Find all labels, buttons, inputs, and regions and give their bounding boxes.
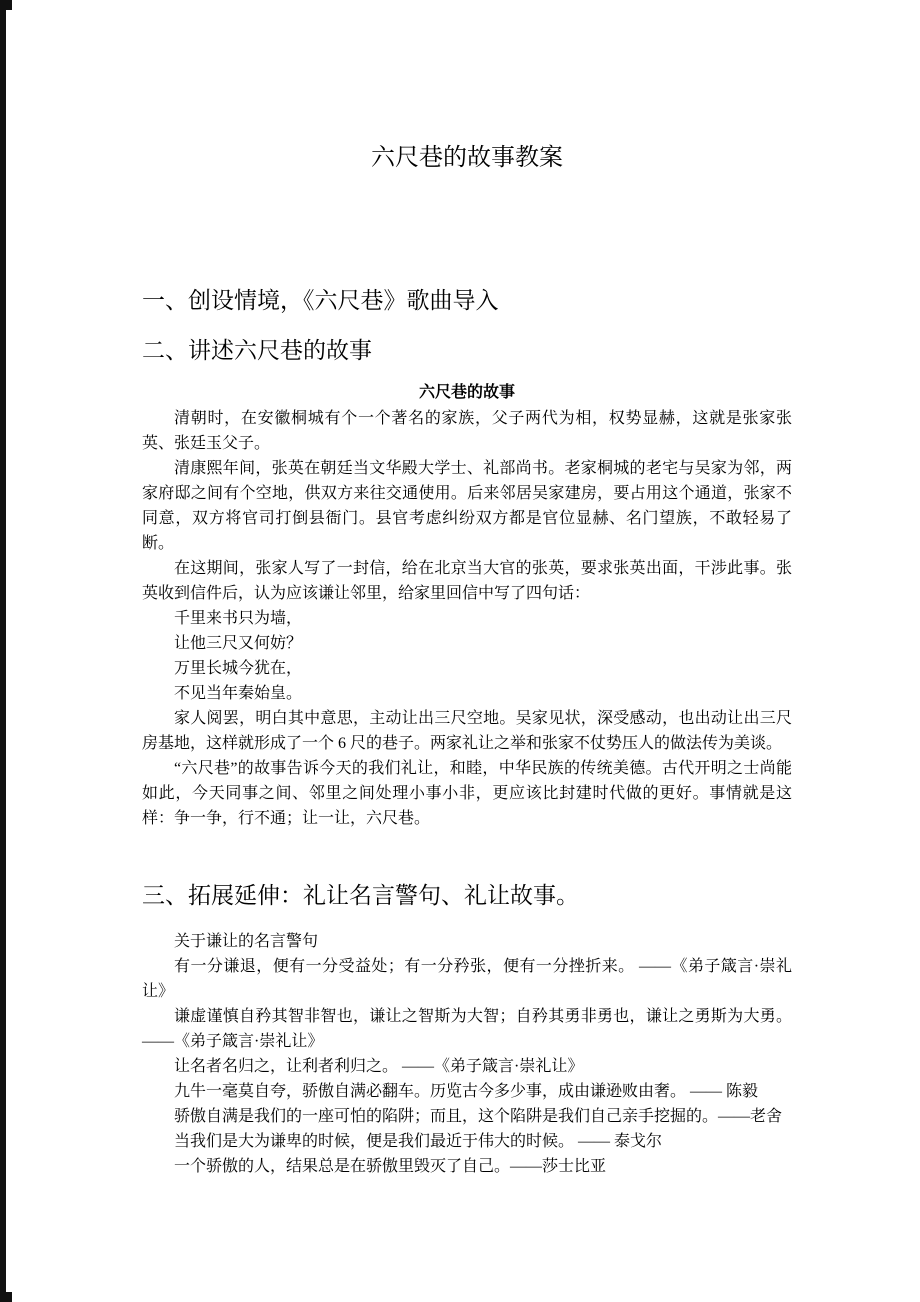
quote-item-1: 有一分谦退，便有一分受益处；有一分矜张，便有一分挫折来。 ——《弟子箴言·崇礼让》 — [142, 958, 792, 1000]
poem-line-3: 万里长城今犹在， — [174, 660, 303, 677]
section-heading-2: 二、讲述六尺巷的故事 — [142, 338, 372, 363]
section-heading-3: 三、拓展延伸：礼让名言警句、礼让故事。 — [142, 883, 579, 908]
story-title: 六尺巷的故事 — [418, 384, 515, 401]
quote-item-2: 谦虚谨慎自矜其智非智也，谦让之智斯为大智；自矜其勇非勇也，谦让之勇斯为大勇。——《弟子箴言·崇礼让》 — [142, 1008, 792, 1050]
scan-corner-top-artifact — [0, 0, 12, 10]
poem-line-1: 千里来书只为墙， — [174, 610, 303, 627]
quote-item-6: 当我们是大为谦卑的时候，便是我们最近于伟大的时候。 —— 泰戈尔 — [174, 1133, 663, 1150]
document-content — [142, 0, 792, 1179]
story-paragraph-1: 清朝时，在安徽桐城有个一个著名的家族，父子两代为相，权势显赫，这就是张家张英、张廷玉父子。 — [142, 410, 792, 452]
story-paragraph-5: “六尺巷”的故事告诉今天的我们礼让，和睦，中华民族的传统美德。古代开明之士尚能如此，今天同事之间、邻里之间处理小事小非，更应该比封建时代做的更好。事情就是这样：争一争，行不通；让一让，六尺巷。 — [142, 760, 792, 827]
section-heading-1: 一、创设情境，《六尺巷》歌曲导入 — [142, 288, 499, 313]
document-title: 六尺巷的故事教案 — [371, 145, 563, 171]
quote-item-7: 一个骄傲的人，结果总是在骄傲里毁灭了自己。——莎士比亚 — [174, 1158, 607, 1175]
poem-line-2: 让他三尺又何妨？ — [174, 635, 303, 652]
story-paragraph-3: 在这期间，张家人写了一封信，给在北京当大官的张英，要求张英出面，干涉此事。张英收到信件后，认为应该谦让邻里，给家里回信中写了四句话： — [142, 560, 792, 602]
quotes-intro: 关于谦让的名言警句 — [174, 933, 319, 950]
quote-item-3: 让名者名归之，让利者利归之。 ——《弟子箴言·崇礼让》 — [174, 1058, 584, 1075]
story-paragraph-2: 清康熙年间，张英在朝廷当文华殿大学士、礼部尚书。老家桐城的老宅与吴家为邻，两家府邸之间有个空地，供双方来往交通使用。后来邻居吴家建房，要占用这个通道，张家不同意，双方将官司打倒县衙门。县官考虑纠纷双方都是官位显赫、名门望族，不敢轻易了断。 — [142, 460, 792, 552]
quote-item-5: 骄傲自满是我们的一座可怕的陷阱；而且，这个陷阱是我们自己亲手挖掘的。——老舍 — [174, 1108, 783, 1125]
story-paragraph-4: 家人阅罢，明白其中意思，主动让出三尺空地。吴家见状，深受感动，也出动让出三尺房基地，这样就形成了一个 6 尺的巷子。两家礼让之举和张家不仗势压人的做法传为美谈。 — [142, 710, 792, 752]
poem-line-4: 不见当年秦始皇。 — [174, 685, 303, 702]
scan-edge-artifact — [0, 0, 6, 1302]
quote-item-4: 九牛一毫莫自夸，骄傲自满必翻车。历览古今多少事，成由谦逊败由奢。 —— 陈毅 — [174, 1083, 759, 1100]
scan-corner-bottom-artifact — [0, 1292, 12, 1302]
